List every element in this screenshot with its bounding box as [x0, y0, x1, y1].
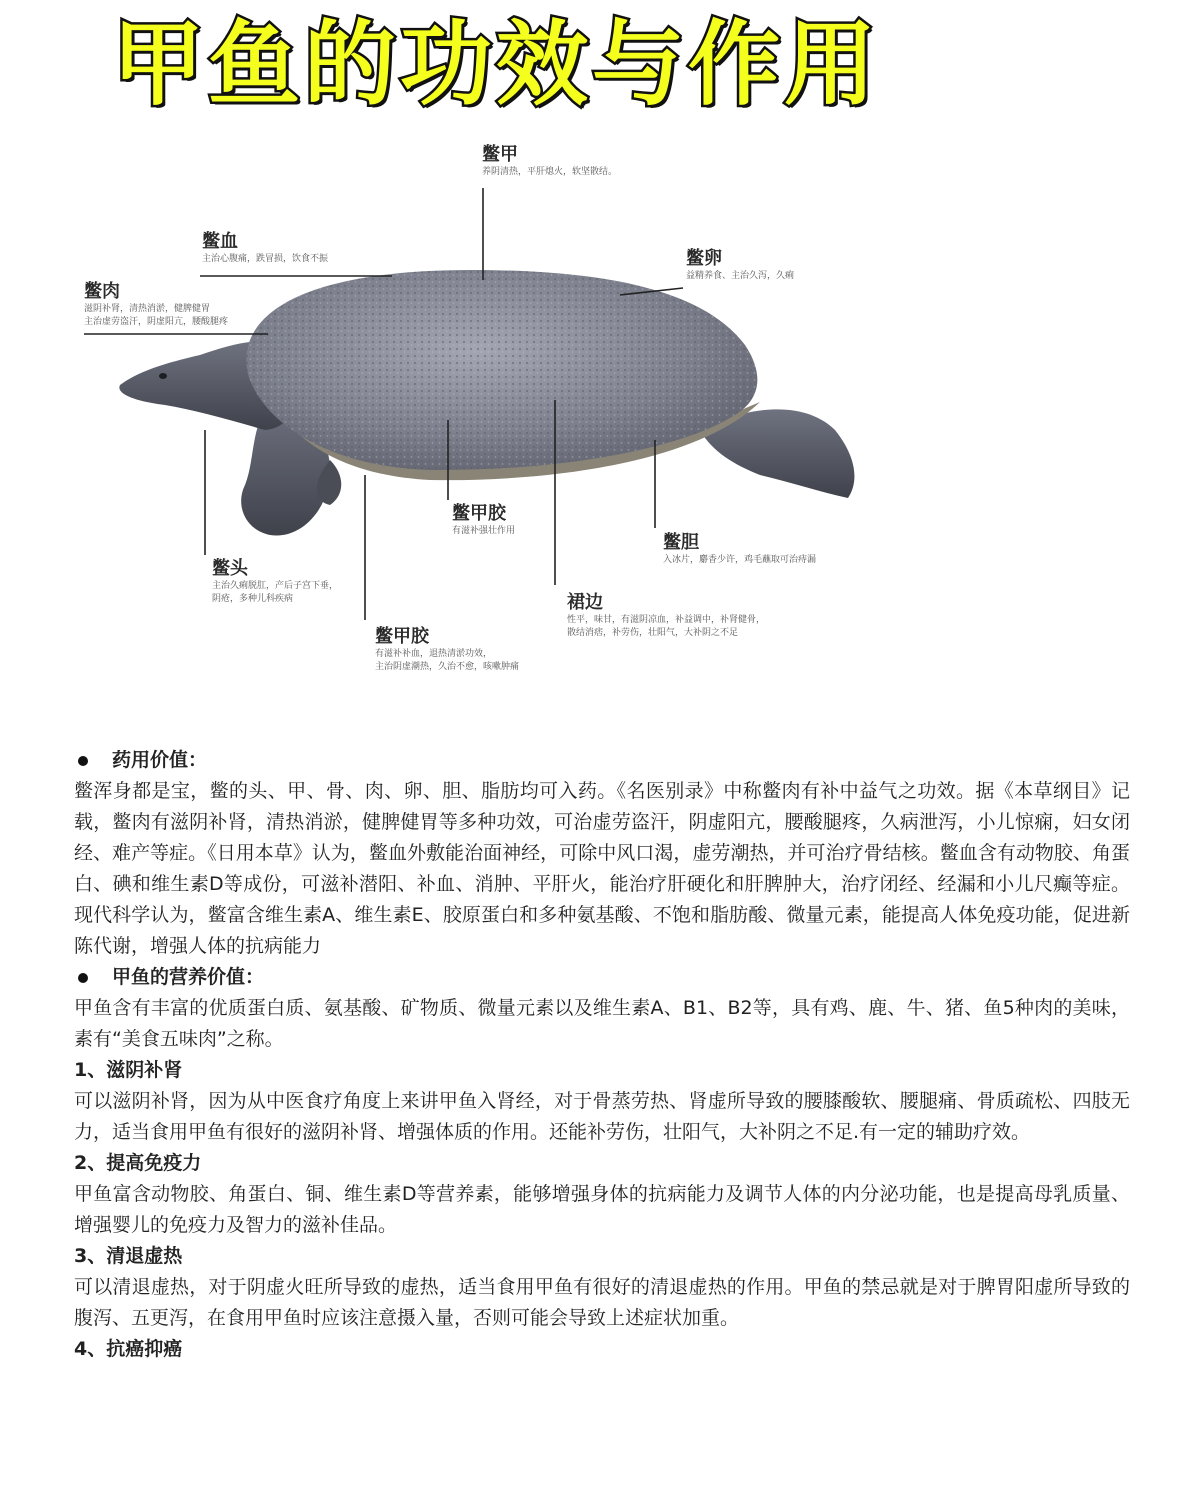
label-bie-dan: 鳖胆 入冰片，麝香少许，鸡毛蘸取可治痔漏	[663, 532, 817, 565]
label-bie-jia-jiao-1: 鳖甲胶 有滋补强壮作用	[452, 503, 516, 536]
paragraph-3: 可以清退虚热，对于阴虚火旺所导致的虚热，适当食用甲鱼有很好的清退虚热的作用。甲鱼的禁忌就是对于脾胃阳虚所导致的腹泻、五更泻，在食用甲鱼时应该注意摄入量，否则可能会导致上述症状加重。	[74, 1276, 1130, 1329]
heading-1: 1、滋阴补肾	[74, 1059, 183, 1081]
section-heading-medicinal: 药用价值：	[74, 745, 1130, 776]
paragraph-1: 可以滋阴补肾，因为从中医食疗角度上来讲甲鱼入肾经，对于骨蒸劳热、肾虚所导致的腰膝酸软、腰腿痛、骨质疏松、四肢无力，适当食用甲鱼有很好的滋阴补肾、增强体质的作用。还能补劳伤，壮阳气，大补阴之不足.有一定的辅助疗效。	[74, 1090, 1130, 1143]
bullet-icon	[78, 973, 88, 983]
label-bie-rou: 鳖肉 滋阴补肾，清热消淤，健脾健胃 主治虚劳盗汗，阴虚阳亢，腰酸腿疼	[84, 281, 229, 327]
label-bie-jia-jiao-2: 鳖甲胶 有滋补补血，退热清淤功效， 主治阴虚潮热，久治不愈，咳嗽肿痛	[375, 626, 520, 672]
paragraph-2: 甲鱼富含动物胶、角蛋白、铜、维生素D等营养素，能够增强身体的抗病能力及调节人体的内分泌功能，也是提高母乳质量、增强婴儿的免疫力及智力的滋补佳品。	[74, 1183, 1130, 1236]
paragraph-nutrition: 甲鱼含有丰富的优质蛋白质、氨基酸、矿物质、微量元素以及维生素A、B1、B2等，具有鸡、鹿、牛、猪、鱼5种肉的美味，素有“美食五味肉”之称。	[74, 997, 1130, 1050]
page-title: 甲鱼的功效与作用	[112, 11, 881, 118]
article-body	[74, 745, 1130, 1365]
heading-4: 4、抗癌抑癌	[74, 1338, 183, 1360]
heading-2: 2、提高免疫力	[74, 1152, 202, 1174]
label-bie-xue: 鳖血 主治心腹痛，跌冒损，饮食不振	[202, 231, 329, 264]
turtle-anatomy-figure	[0, 130, 1200, 700]
bullet-icon	[78, 756, 88, 766]
heading-3: 3、清退虚热	[74, 1245, 183, 1267]
turtle-eye	[159, 373, 167, 379]
label-bie-luan: 鳖卵 益精养食、主治久泻，久痢	[686, 248, 795, 281]
paragraph-medicinal: 鳖浑身都是宝，鳖的头、甲、骨、肉、卵、胆、脂肪均可入药。《名医别录》中称鳖肉有补中益气之功效。据《本草纲目》记载，鳖肉有滋阴补肾，清热消淤，健脾健胃等多种功效，可治虚劳盗汗，阴虚阳亢，腰酸腿疼，久病泄泻，小儿惊痫，妇女闭经、难产等症。《日用本草》认为，鳖血外敷能治面神经，可除中风口渴，虚劳潮热，并可治疗骨结核。鳖血含有动物胶、角蛋白、碘和维生素D等成份，可滋补潜阳、补血、消肿、平肝火，能治疗肝硬化和肝脾肿大，治疗闭经、经漏和小儿尺癫等症。现代科学认为，鳖富含维生素A、维生素E、胶原蛋白和多种氨基酸、不饱和脂肪酸、微量元素，能提高人体免疫功能，促进新陈代谢，增强人体的抗病能力	[74, 780, 1130, 957]
label-bie-jia: 鳖甲 养阴清热，平肝熄火，软坚散结。	[482, 144, 618, 177]
label-qun-bian: 裙边 性平，味甘，有滋阴凉血，补益调中，补肾健骨， 散结消痞，补劳伤，壮阳气，大补阴之不足	[567, 592, 766, 638]
section-heading-nutrition: 甲鱼的营养价值：	[74, 962, 1130, 993]
label-bie-tou: 鳖头 主治久痢脱肛，产后子宫下垂， 阴疮，多种儿科疾病	[212, 558, 339, 604]
